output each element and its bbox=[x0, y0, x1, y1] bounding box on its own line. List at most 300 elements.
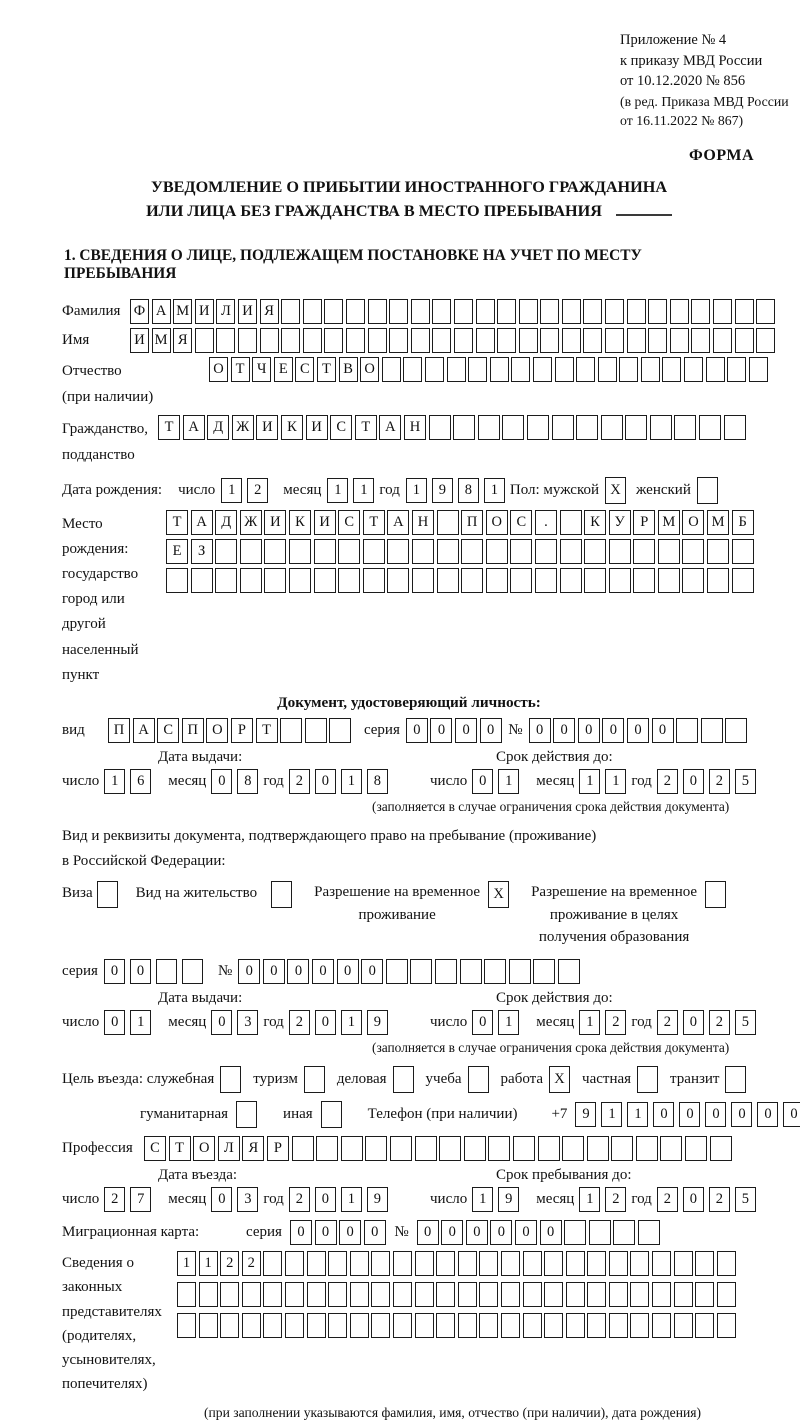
char-box[interactable] bbox=[756, 299, 775, 324]
char-box[interactable] bbox=[292, 1136, 314, 1161]
char-box[interactable] bbox=[627, 299, 646, 324]
char-box[interactable] bbox=[389, 328, 408, 353]
char-box[interactable] bbox=[523, 1251, 542, 1276]
char-box[interactable]: 0 bbox=[553, 718, 575, 743]
char-box[interactable]: 2 bbox=[709, 769, 730, 794]
char-box[interactable] bbox=[613, 1220, 635, 1245]
char-box[interactable] bbox=[630, 1313, 649, 1338]
char-box[interactable]: Т bbox=[256, 718, 278, 743]
char-box[interactable] bbox=[627, 328, 646, 353]
char-box[interactable] bbox=[371, 1282, 390, 1307]
char-box[interactable]: Д bbox=[207, 415, 229, 440]
char-box[interactable]: Т bbox=[166, 510, 188, 535]
char-box[interactable] bbox=[432, 328, 451, 353]
char-box[interactable] bbox=[468, 357, 487, 382]
char-box[interactable] bbox=[303, 328, 322, 353]
char-box[interactable] bbox=[652, 1282, 671, 1307]
char-box[interactable] bbox=[329, 718, 351, 743]
char-box[interactable]: И bbox=[256, 415, 278, 440]
char-box[interactable] bbox=[350, 1282, 369, 1307]
char-box[interactable] bbox=[519, 328, 538, 353]
char-box[interactable] bbox=[732, 568, 754, 593]
char-box[interactable] bbox=[432, 299, 451, 324]
char-box[interactable]: X bbox=[605, 477, 626, 504]
char-box[interactable] bbox=[460, 959, 482, 984]
char-box[interactable] bbox=[338, 539, 360, 564]
char-box[interactable] bbox=[454, 299, 473, 324]
char-box[interactable] bbox=[264, 539, 286, 564]
char-box[interactable] bbox=[685, 1136, 707, 1161]
char-box[interactable] bbox=[695, 1251, 714, 1276]
char-box[interactable] bbox=[199, 1282, 218, 1307]
char-box[interactable] bbox=[289, 539, 311, 564]
char-box[interactable]: 0 bbox=[312, 959, 334, 984]
char-box[interactable] bbox=[527, 415, 549, 440]
char-box[interactable] bbox=[260, 328, 279, 353]
char-box[interactable] bbox=[576, 357, 595, 382]
char-box[interactable] bbox=[510, 539, 532, 564]
char-box[interactable]: С bbox=[330, 415, 352, 440]
char-box[interactable] bbox=[727, 357, 746, 382]
char-box[interactable]: X bbox=[488, 881, 509, 908]
char-box[interactable]: С bbox=[338, 510, 360, 535]
char-box[interactable] bbox=[461, 568, 483, 593]
char-box[interactable] bbox=[555, 357, 574, 382]
char-box[interactable] bbox=[538, 1136, 560, 1161]
char-box[interactable]: 9 bbox=[498, 1187, 519, 1212]
char-box[interactable] bbox=[513, 1136, 535, 1161]
char-box[interactable]: 1 bbox=[627, 1102, 648, 1127]
char-box[interactable]: К bbox=[289, 510, 311, 535]
char-box[interactable] bbox=[501, 1282, 520, 1307]
char-box[interactable] bbox=[605, 328, 624, 353]
char-box[interactable] bbox=[411, 328, 430, 353]
char-box[interactable] bbox=[544, 1282, 563, 1307]
char-box[interactable] bbox=[281, 328, 300, 353]
char-box[interactable]: 9 bbox=[367, 1010, 388, 1035]
char-box[interactable] bbox=[338, 568, 360, 593]
char-box[interactable] bbox=[479, 1282, 498, 1307]
char-box[interactable] bbox=[486, 568, 508, 593]
char-box[interactable]: 0 bbox=[529, 718, 551, 743]
char-box[interactable] bbox=[437, 510, 459, 535]
char-box[interactable]: 0 bbox=[211, 769, 232, 794]
char-box[interactable] bbox=[436, 1251, 455, 1276]
char-box[interactable] bbox=[560, 510, 582, 535]
char-box[interactable] bbox=[476, 299, 495, 324]
char-box[interactable] bbox=[682, 539, 704, 564]
char-box[interactable]: 0 bbox=[455, 718, 477, 743]
char-box[interactable]: 0 bbox=[287, 959, 309, 984]
char-box[interactable] bbox=[410, 959, 432, 984]
char-box[interactable]: 2 bbox=[242, 1251, 261, 1276]
char-box[interactable]: 1 bbox=[177, 1251, 196, 1276]
char-box[interactable] bbox=[509, 959, 531, 984]
char-box[interactable] bbox=[220, 1282, 239, 1307]
char-box[interactable] bbox=[415, 1136, 437, 1161]
char-box[interactable] bbox=[699, 415, 721, 440]
char-box[interactable]: К bbox=[281, 415, 303, 440]
char-box[interactable] bbox=[564, 1220, 586, 1245]
char-box[interactable] bbox=[658, 568, 680, 593]
char-box[interactable] bbox=[393, 1251, 412, 1276]
char-box[interactable]: А bbox=[191, 510, 213, 535]
char-box[interactable] bbox=[479, 1313, 498, 1338]
char-box[interactable] bbox=[670, 299, 689, 324]
char-box[interactable] bbox=[676, 718, 698, 743]
char-box[interactable]: 0 bbox=[578, 718, 600, 743]
char-box[interactable]: 8 bbox=[237, 769, 258, 794]
char-box[interactable]: 0 bbox=[130, 959, 151, 984]
char-box[interactable]: С bbox=[157, 718, 179, 743]
char-box[interactable] bbox=[285, 1313, 304, 1338]
char-box[interactable]: 0 bbox=[361, 959, 383, 984]
char-box[interactable]: Н bbox=[412, 510, 434, 535]
char-box[interactable]: 0 bbox=[683, 1010, 704, 1035]
char-box[interactable] bbox=[263, 1251, 282, 1276]
char-box[interactable] bbox=[519, 299, 538, 324]
char-box[interactable]: 1 bbox=[221, 478, 242, 503]
char-box[interactable] bbox=[583, 299, 602, 324]
char-box[interactable] bbox=[749, 357, 768, 382]
char-box[interactable] bbox=[732, 539, 754, 564]
char-box[interactable]: О bbox=[682, 510, 704, 535]
char-box[interactable]: 2 bbox=[247, 478, 268, 503]
char-box[interactable] bbox=[307, 1251, 326, 1276]
char-box[interactable] bbox=[735, 328, 754, 353]
char-box[interactable] bbox=[156, 959, 177, 984]
char-box[interactable]: М bbox=[658, 510, 680, 535]
char-box[interactable]: Р bbox=[267, 1136, 289, 1161]
char-box[interactable] bbox=[497, 299, 516, 324]
char-box[interactable] bbox=[566, 1282, 585, 1307]
char-box[interactable] bbox=[486, 539, 508, 564]
char-box[interactable] bbox=[630, 1251, 649, 1276]
char-box[interactable] bbox=[633, 568, 655, 593]
char-box[interactable]: 0 bbox=[757, 1102, 778, 1127]
char-box[interactable] bbox=[562, 299, 581, 324]
char-box[interactable]: Е bbox=[274, 357, 293, 382]
char-box[interactable] bbox=[436, 1313, 455, 1338]
char-box[interactable]: Т bbox=[169, 1136, 191, 1161]
char-box[interactable]: 0 bbox=[441, 1220, 463, 1245]
char-box[interactable] bbox=[216, 328, 235, 353]
char-box[interactable] bbox=[691, 328, 710, 353]
char-box[interactable]: Т bbox=[363, 510, 385, 535]
char-box[interactable] bbox=[662, 357, 681, 382]
char-box[interactable]: 0 bbox=[683, 769, 704, 794]
char-box[interactable] bbox=[725, 718, 747, 743]
char-box[interactable]: 0 bbox=[211, 1010, 232, 1035]
char-box[interactable]: 5 bbox=[735, 1187, 756, 1212]
char-box[interactable]: И bbox=[306, 415, 328, 440]
char-box[interactable]: 0 bbox=[315, 1187, 336, 1212]
char-box[interactable]: П bbox=[461, 510, 483, 535]
char-box[interactable] bbox=[609, 1251, 628, 1276]
char-box[interactable] bbox=[650, 415, 672, 440]
char-box[interactable]: Т bbox=[231, 357, 250, 382]
char-box[interactable]: 2 bbox=[709, 1010, 730, 1035]
char-box[interactable]: А bbox=[387, 510, 409, 535]
char-box[interactable] bbox=[605, 299, 624, 324]
char-box[interactable] bbox=[625, 415, 647, 440]
char-box[interactable] bbox=[412, 568, 434, 593]
char-box[interactable]: 0 bbox=[364, 1220, 386, 1245]
char-box[interactable]: 0 bbox=[417, 1220, 439, 1245]
char-box[interactable]: 1 bbox=[579, 1187, 600, 1212]
char-box[interactable] bbox=[566, 1313, 585, 1338]
char-box[interactable] bbox=[601, 415, 623, 440]
char-box[interactable]: 7 bbox=[130, 1187, 151, 1212]
char-box[interactable]: А bbox=[133, 718, 155, 743]
char-box[interactable] bbox=[304, 1066, 325, 1093]
char-box[interactable]: М bbox=[173, 299, 192, 324]
char-box[interactable] bbox=[389, 299, 408, 324]
char-box[interactable] bbox=[363, 568, 385, 593]
char-box[interactable]: 1 bbox=[601, 1102, 622, 1127]
char-box[interactable] bbox=[328, 1251, 347, 1276]
char-box[interactable] bbox=[501, 1313, 520, 1338]
char-box[interactable]: 2 bbox=[605, 1010, 626, 1035]
char-box[interactable] bbox=[584, 568, 606, 593]
char-box[interactable] bbox=[478, 415, 500, 440]
char-box[interactable]: 6 bbox=[130, 769, 151, 794]
char-box[interactable]: О bbox=[206, 718, 228, 743]
char-box[interactable] bbox=[242, 1313, 261, 1338]
char-box[interactable]: Д bbox=[215, 510, 237, 535]
char-box[interactable] bbox=[691, 299, 710, 324]
char-box[interactable] bbox=[177, 1313, 196, 1338]
char-box[interactable] bbox=[674, 415, 696, 440]
char-box[interactable] bbox=[523, 1282, 542, 1307]
char-box[interactable] bbox=[488, 1136, 510, 1161]
char-box[interactable]: О bbox=[360, 357, 379, 382]
char-box[interactable]: 2 bbox=[709, 1187, 730, 1212]
char-box[interactable] bbox=[630, 1282, 649, 1307]
char-box[interactable] bbox=[511, 357, 530, 382]
char-box[interactable]: О bbox=[209, 357, 228, 382]
char-box[interactable] bbox=[562, 328, 581, 353]
char-box[interactable] bbox=[533, 357, 552, 382]
char-box[interactable] bbox=[637, 1066, 658, 1093]
char-box[interactable] bbox=[236, 1101, 257, 1128]
char-box[interactable]: 1 bbox=[341, 769, 362, 794]
char-box[interactable] bbox=[562, 1136, 584, 1161]
char-box[interactable] bbox=[439, 1136, 461, 1161]
char-box[interactable]: П bbox=[182, 718, 204, 743]
char-box[interactable] bbox=[583, 328, 602, 353]
char-box[interactable] bbox=[717, 1251, 736, 1276]
char-box[interactable] bbox=[386, 959, 408, 984]
char-box[interactable]: Ч bbox=[252, 357, 271, 382]
char-box[interactable] bbox=[611, 1136, 633, 1161]
char-box[interactable]: Е bbox=[166, 539, 188, 564]
char-box[interactable]: О bbox=[193, 1136, 215, 1161]
char-box[interactable] bbox=[476, 328, 495, 353]
char-box[interactable]: 1 bbox=[199, 1251, 218, 1276]
char-box[interactable]: 2 bbox=[657, 1187, 678, 1212]
char-box[interactable] bbox=[263, 1282, 282, 1307]
char-box[interactable]: 5 bbox=[735, 1010, 756, 1035]
char-box[interactable] bbox=[584, 539, 606, 564]
char-box[interactable] bbox=[641, 357, 660, 382]
char-box[interactable]: 0 bbox=[104, 1010, 125, 1035]
char-box[interactable] bbox=[215, 539, 237, 564]
char-box[interactable]: 0 bbox=[315, 1220, 337, 1245]
char-box[interactable] bbox=[350, 1313, 369, 1338]
char-box[interactable] bbox=[535, 568, 557, 593]
char-box[interactable] bbox=[263, 1313, 282, 1338]
char-box[interactable]: С bbox=[510, 510, 532, 535]
char-box[interactable]: И bbox=[195, 299, 214, 324]
char-box[interactable] bbox=[717, 1282, 736, 1307]
char-box[interactable]: Б bbox=[732, 510, 754, 535]
char-box[interactable] bbox=[558, 959, 580, 984]
char-box[interactable] bbox=[341, 1136, 363, 1161]
char-box[interactable]: К bbox=[584, 510, 606, 535]
char-box[interactable] bbox=[289, 568, 311, 593]
char-box[interactable]: 0 bbox=[705, 1102, 726, 1127]
char-box[interactable]: 0 bbox=[472, 1010, 493, 1035]
char-box[interactable] bbox=[437, 539, 459, 564]
char-box[interactable] bbox=[307, 1313, 326, 1338]
char-box[interactable] bbox=[403, 357, 422, 382]
char-box[interactable] bbox=[713, 299, 732, 324]
char-box[interactable] bbox=[238, 328, 257, 353]
char-box[interactable] bbox=[705, 881, 726, 908]
char-box[interactable] bbox=[328, 1313, 347, 1338]
char-box[interactable]: 0 bbox=[731, 1102, 752, 1127]
char-box[interactable] bbox=[316, 1136, 338, 1161]
char-box[interactable] bbox=[648, 299, 667, 324]
char-box[interactable]: Л bbox=[218, 1136, 240, 1161]
char-box[interactable] bbox=[658, 539, 680, 564]
char-box[interactable] bbox=[307, 1282, 326, 1307]
char-box[interactable] bbox=[501, 1251, 520, 1276]
char-box[interactable] bbox=[350, 1251, 369, 1276]
char-box[interactable] bbox=[587, 1251, 606, 1276]
char-box[interactable]: Л bbox=[216, 299, 235, 324]
char-box[interactable]: С bbox=[295, 357, 314, 382]
char-box[interactable]: 0 bbox=[315, 1010, 336, 1035]
char-box[interactable]: О bbox=[486, 510, 508, 535]
char-box[interactable] bbox=[412, 539, 434, 564]
char-box[interactable]: 0 bbox=[652, 718, 674, 743]
char-box[interactable]: В bbox=[339, 357, 358, 382]
char-box[interactable] bbox=[633, 539, 655, 564]
char-box[interactable] bbox=[382, 357, 401, 382]
char-box[interactable] bbox=[725, 1066, 746, 1093]
char-box[interactable] bbox=[652, 1251, 671, 1276]
char-box[interactable]: Ж bbox=[240, 510, 262, 535]
char-box[interactable] bbox=[660, 1136, 682, 1161]
char-box[interactable] bbox=[544, 1313, 563, 1338]
char-box[interactable] bbox=[195, 328, 214, 353]
char-box[interactable] bbox=[371, 1251, 390, 1276]
char-box[interactable] bbox=[510, 568, 532, 593]
char-box[interactable]: 3 bbox=[237, 1187, 258, 1212]
char-box[interactable] bbox=[609, 1313, 628, 1338]
char-box[interactable]: Я bbox=[242, 1136, 264, 1161]
char-box[interactable]: 0 bbox=[263, 959, 285, 984]
char-box[interactable]: 0 bbox=[406, 718, 428, 743]
char-box[interactable] bbox=[589, 1220, 611, 1245]
char-box[interactable] bbox=[609, 1282, 628, 1307]
char-box[interactable]: 0 bbox=[104, 959, 125, 984]
char-box[interactable] bbox=[587, 1313, 606, 1338]
char-box[interactable] bbox=[713, 328, 732, 353]
char-box[interactable]: 2 bbox=[289, 769, 310, 794]
char-box[interactable]: З bbox=[191, 539, 213, 564]
char-box[interactable] bbox=[479, 1251, 498, 1276]
char-box[interactable] bbox=[371, 1313, 390, 1338]
char-box[interactable] bbox=[587, 1136, 609, 1161]
char-box[interactable] bbox=[674, 1251, 693, 1276]
char-box[interactable]: Ф bbox=[130, 299, 149, 324]
char-box[interactable] bbox=[166, 568, 188, 593]
char-box[interactable]: 0 bbox=[337, 959, 359, 984]
char-box[interactable] bbox=[540, 299, 559, 324]
char-box[interactable] bbox=[458, 1282, 477, 1307]
char-box[interactable] bbox=[454, 328, 473, 353]
char-box[interactable] bbox=[415, 1282, 434, 1307]
char-box[interactable]: 1 bbox=[130, 1010, 151, 1035]
char-box[interactable] bbox=[240, 568, 262, 593]
char-box[interactable] bbox=[695, 1282, 714, 1307]
char-box[interactable]: 2 bbox=[220, 1251, 239, 1276]
char-box[interactable] bbox=[695, 1313, 714, 1338]
char-box[interactable]: А bbox=[152, 299, 171, 324]
char-box[interactable] bbox=[502, 415, 524, 440]
char-box[interactable]: 2 bbox=[657, 1010, 678, 1035]
char-box[interactable]: 0 bbox=[290, 1220, 312, 1245]
char-box[interactable]: Т bbox=[355, 415, 377, 440]
char-box[interactable] bbox=[609, 568, 631, 593]
char-box[interactable] bbox=[490, 357, 509, 382]
char-box[interactable] bbox=[411, 299, 430, 324]
char-box[interactable] bbox=[346, 328, 365, 353]
char-box[interactable] bbox=[365, 1136, 387, 1161]
char-box[interactable]: И bbox=[314, 510, 336, 535]
char-box[interactable]: Я bbox=[173, 328, 192, 353]
char-box[interactable] bbox=[215, 568, 237, 593]
char-box[interactable] bbox=[429, 415, 451, 440]
char-box[interactable] bbox=[220, 1313, 239, 1338]
char-box[interactable]: И bbox=[238, 299, 257, 324]
char-box[interactable]: И bbox=[264, 510, 286, 535]
char-box[interactable]: У bbox=[609, 510, 631, 535]
char-box[interactable] bbox=[468, 1066, 489, 1093]
char-box[interactable] bbox=[285, 1282, 304, 1307]
char-box[interactable]: 1 bbox=[498, 1010, 519, 1035]
char-box[interactable] bbox=[271, 881, 292, 908]
char-box[interactable]: 0 bbox=[627, 718, 649, 743]
char-box[interactable]: 0 bbox=[540, 1220, 562, 1245]
char-box[interactable]: 1 bbox=[341, 1187, 362, 1212]
char-box[interactable] bbox=[303, 299, 322, 324]
char-box[interactable]: М bbox=[707, 510, 729, 535]
char-box[interactable] bbox=[458, 1313, 477, 1338]
char-box[interactable] bbox=[697, 477, 718, 504]
char-box[interactable] bbox=[280, 718, 302, 743]
char-box[interactable]: 2 bbox=[104, 1187, 125, 1212]
char-box[interactable] bbox=[328, 1282, 347, 1307]
char-box[interactable]: Н bbox=[404, 415, 426, 440]
char-box[interactable]: 0 bbox=[653, 1102, 674, 1127]
char-box[interactable] bbox=[368, 299, 387, 324]
char-box[interactable] bbox=[619, 357, 638, 382]
char-box[interactable]: . bbox=[535, 510, 557, 535]
